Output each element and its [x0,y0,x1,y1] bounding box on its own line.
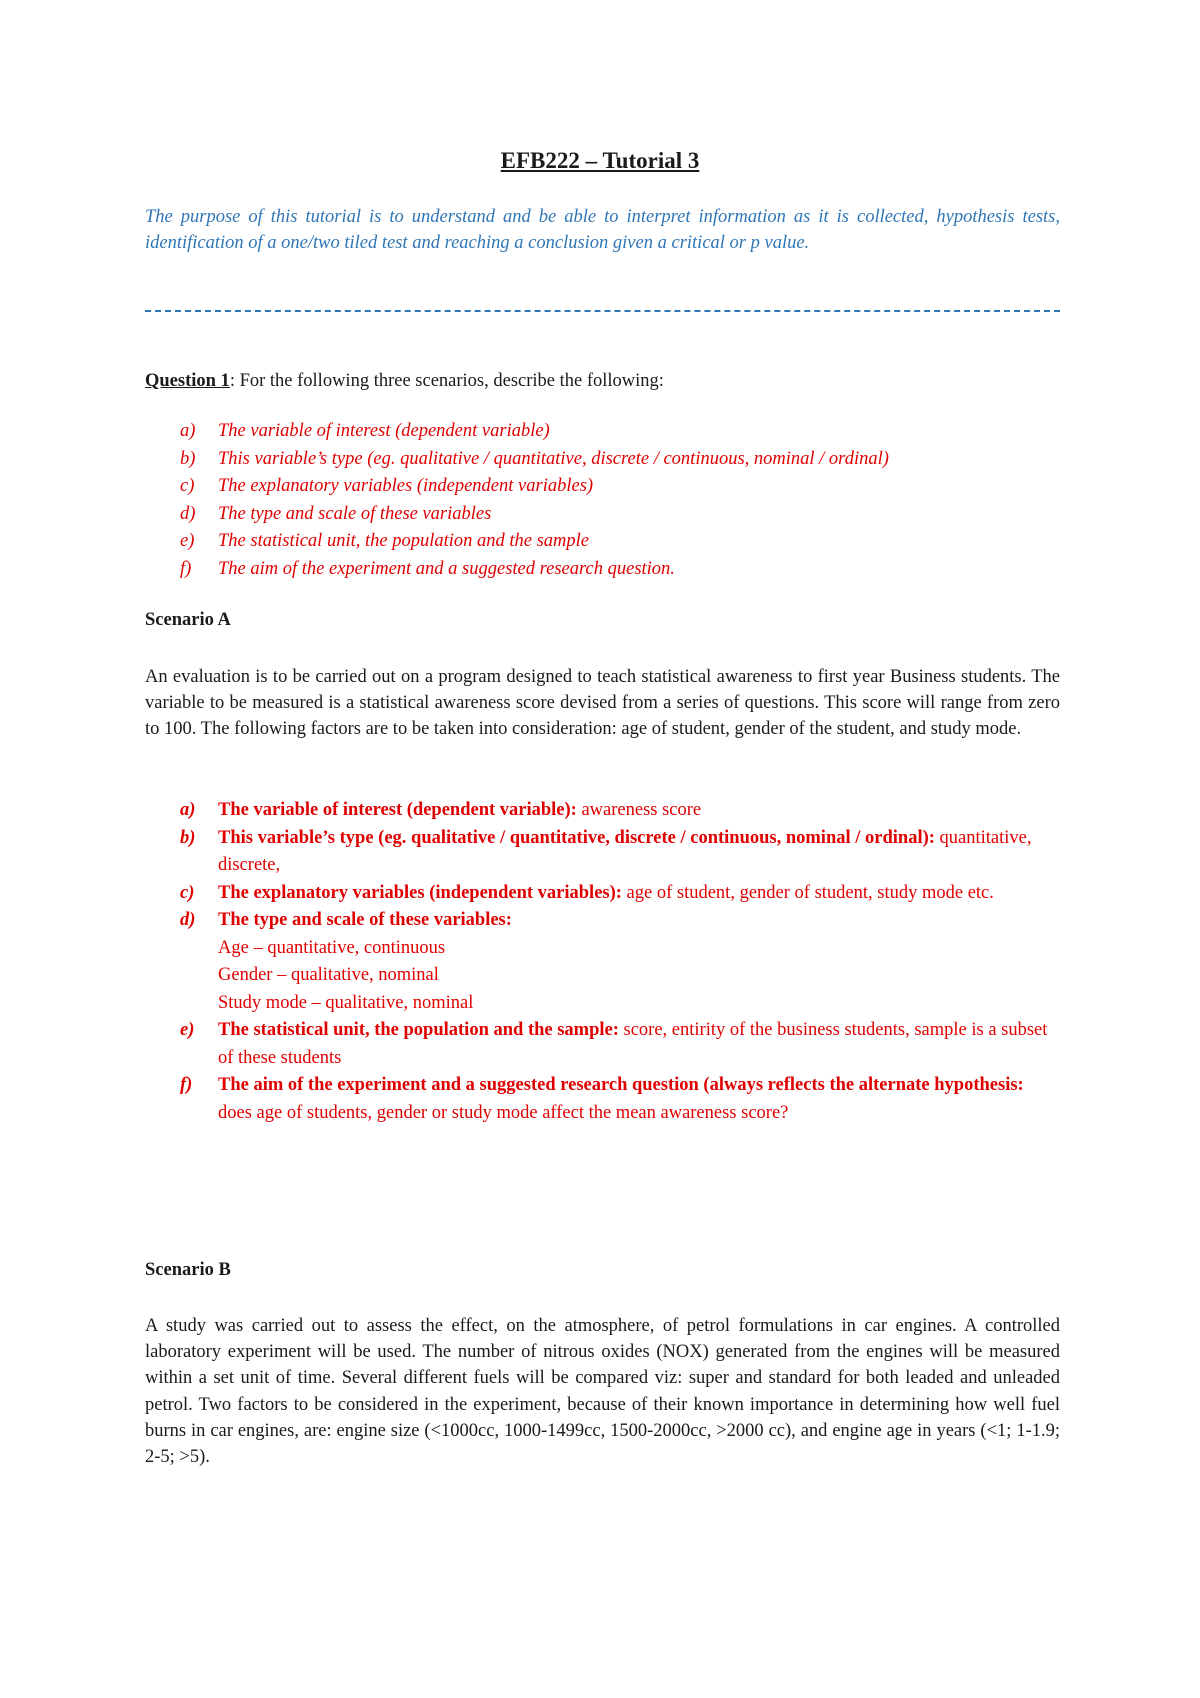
list-marker: e) [180,531,195,551]
list-item-text: The type and scale of these variables [218,503,492,524]
answer-label: The aim of the experiment and a suggested research question (always reflects the alternate hypothesis: [218,1075,1024,1095]
list-item-text: The statistical unit, the population and the sample [218,531,590,551]
answer-label: The variable of interest (dependent variable): [218,800,577,820]
answer-label: This variable’s type (eg. qualitative / quantitative, discrete / continuous, nominal / ordinal): [218,827,935,848]
answer-item [180,825,1060,880]
list-item-text: The explanatory variables (independent variables) [218,476,594,496]
list-item-text: This variable’s type (eg. qualitative / quantitative, discrete / continuous, nominal / ordinal) [218,448,889,469]
answer-marker: c) [180,882,195,903]
list-marker: b) [180,448,196,469]
answer-marker: f) [180,1075,193,1095]
answer-text: score, entirity of the business students, sample is a subset of these students [218,1020,1048,1068]
answer-item [180,797,1060,825]
scenario-a-answers [180,797,1060,1127]
answer-marker: b) [180,827,196,848]
list-item [180,556,1060,584]
question-1-list [180,418,1060,583]
intro-paragraph: The purpose of this tutorial is to understand and be able to interpret information as it is collected, hypothesis tests, identification of a one/two tiled test and reaching a conclusion given a critical or p value. [145,207,1060,253]
answer-label: The explanatory variables (independent variables): [218,882,622,903]
answer-line: Age – quantitative, continuous [218,937,446,958]
question-1-label: Question 1 [145,371,230,391]
list-item [180,446,1060,474]
list-item-text: The aim of the experiment and a suggested research question. [218,558,675,579]
answer-line: Gender – qualitative, nominal [218,965,439,985]
answer-marker: e) [180,1020,195,1040]
answer-text: age of student, gender of student, study mode etc. [621,882,994,903]
answer-marker: d) [180,910,196,930]
answer-item [180,880,1060,908]
list-item-text: The variable of interest (dependent variable) [218,421,550,441]
list-marker: f) [180,558,192,579]
answer-label: The statistical unit, the population and the sample: [218,1020,619,1040]
answer-item [180,1072,1060,1127]
answer-item [180,907,1060,1017]
question-1-text: : For the following three scenarios, describe the following: [229,371,664,391]
list-item [180,418,1060,446]
answer-item [180,1017,1060,1072]
scenario-b-body: A study was carried out to assess the effect, on the atmosphere, of petrol formulations in car engines. A controlled laboratory experiment will be used. The number of nitrous oxides (NOX) generated from the engines will be measured within a set unit of time. Several different fuels will be compared viz: super and standard for both leaded and unleaded petrol. Two factors to be considered in the experiment, because of their known importance in determining how well fuel burns in car engines, are: engine size (<1000cc, 1000-1499cc, 1500-2000cc, >2000 cc), and engine age in years (<1; 1-1.9; 2-5; >5). [145,1316,1060,1468]
list-marker: c) [180,476,195,496]
answer-label: The type and scale of these variables: [218,910,512,930]
answer-text: does age of students, gender or study mode affect the mean awareness score? [218,1102,789,1123]
list-item [180,528,1060,556]
answer-line: Study mode – qualitative, nominal [218,992,474,1013]
dashed-divider [145,310,1060,312]
list-item [180,501,1060,529]
page-title: EFB222 – Tutorial 3 [500,148,700,173]
scenario-a-heading: Scenario A [145,610,231,630]
list-item [180,473,1060,501]
scenario-a-body: An evaluation is to be carried out on a program designed to teach statistical awareness to first year Business students. The variable to be measured is a statistical awareness score devised from a series of questions. This score will range from zero to 100. The following factors are to be taken into consideration: age of student, gender of the student, and study mode. [145,667,1060,739]
list-marker: a) [180,421,196,441]
scenario-b-heading: Scenario B [145,1260,231,1280]
answer-marker: a) [180,800,196,820]
question-1-prompt [145,368,1060,394]
list-marker: d) [180,503,196,524]
answer-text: quantitative, discrete, [218,827,1032,875]
answer-text: awareness score [576,800,702,820]
